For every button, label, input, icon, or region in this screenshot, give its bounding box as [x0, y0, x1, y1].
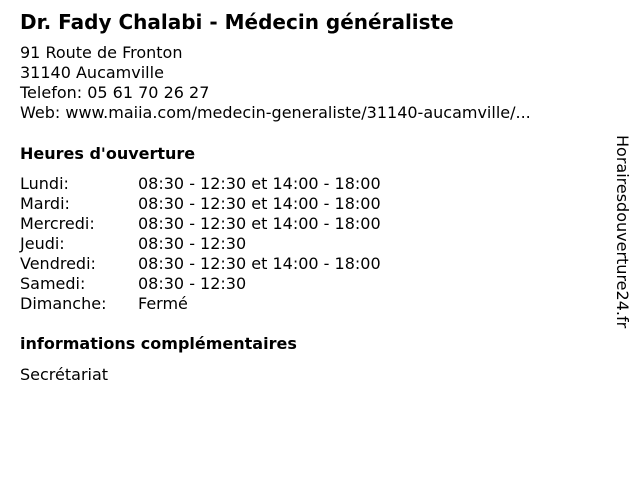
- street-address: 91 Route de Fronton: [20, 43, 183, 62]
- day-label: Samedi:: [20, 274, 86, 293]
- hours-row-tuesday: [20, 194, 381, 214]
- opening-hours-table: [20, 174, 381, 314]
- hours-row-wednesday: [20, 214, 381, 234]
- day-label: Mardi:: [20, 194, 70, 213]
- day-hours: 08:30 - 12:30 et 14:00 - 18:00: [138, 214, 381, 233]
- day-hours: 08:30 - 12:30: [138, 274, 247, 293]
- hours-row-friday: [20, 254, 381, 274]
- hours-row-saturday: [20, 274, 381, 294]
- address-block: [20, 43, 531, 123]
- additional-info-heading: informations complémentaires: [20, 334, 297, 353]
- day-label: Vendredi:: [20, 254, 96, 273]
- phone-number: Telefon: 05 61 70 26 27: [20, 83, 210, 102]
- city-postcode: 31140 Aucamville: [20, 63, 164, 82]
- site-watermark: Horairesdouverture24.fr: [613, 135, 632, 329]
- hours-row-thursday: [20, 234, 381, 254]
- day-hours: 08:30 - 12:30: [138, 234, 247, 253]
- page-title: Dr. Fady Chalabi - Médecin généraliste: [20, 10, 454, 34]
- day-hours: 08:30 - 12:30 et 14:00 - 18:00: [138, 194, 381, 213]
- day-label: Lundi:: [20, 174, 69, 193]
- opening-hours-heading: Heures d'ouverture: [20, 144, 196, 163]
- additional-info-text: Secrétariat: [20, 365, 109, 384]
- hours-row-sunday: [20, 294, 381, 314]
- day-label: Dimanche:: [20, 294, 107, 313]
- day-hours: 08:30 - 12:30 et 14:00 - 18:00: [138, 254, 381, 273]
- hours-row-monday: [20, 174, 381, 194]
- website-link[interactable]: Web: www.maiia.com/medecin-generaliste/31140-aucamville/...: [20, 103, 531, 122]
- day-label: Jeudi:: [20, 234, 65, 253]
- day-hours: Fermé: [138, 294, 188, 313]
- day-hours: 08:30 - 12:30 et 14:00 - 18:00: [138, 174, 381, 193]
- day-label: Mercredi:: [20, 214, 95, 233]
